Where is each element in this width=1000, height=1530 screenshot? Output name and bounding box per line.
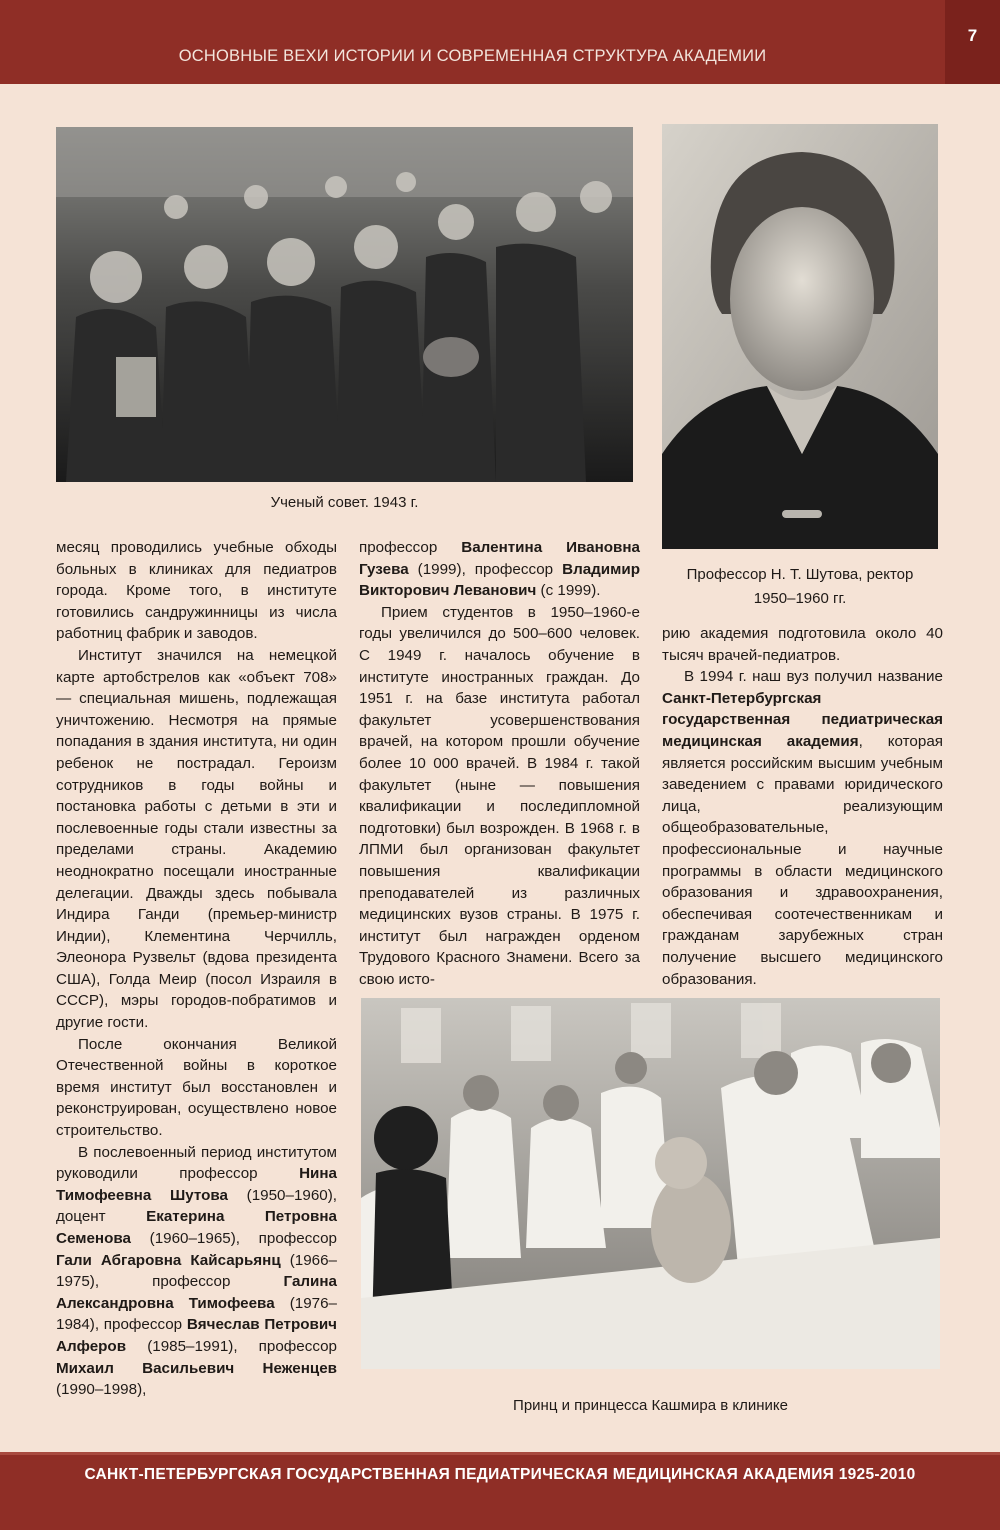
council-photo	[56, 127, 633, 482]
footer-bar	[0, 1452, 1000, 1530]
text-column-3	[662, 623, 943, 990]
text-run: В послевоенный период институтом руководили профессор	[56, 1143, 337, 1183]
council-caption: Ученый совет. 1943 г.	[270, 494, 419, 511]
person-name: Галина Александровна Тимофеева	[56, 1273, 337, 1312]
paragraph: Институт значился на немецкой карте артобстрелов как «объект 708» — специальная мишень, подлежащая уничтожению. Несмотря на прямые попадания в здания института, ни один ребенок не пострадал. Героизм сотрудников в годы войны и постановка работы с детьми в эти и послевоенные годы стали известны за пределами страны. Академию неоднократно посещали иностранные делегации. Дважды здесь побывала Индира Ганди (премьер-министр Индии), Клементина Черчилль, Элеонора Рузвельт (вдова президента США), Голда Меир (посол Израиля в СССР), мэры городов-побратимов и другие гости.	[56, 646, 337, 1032]
text-run: (1960–1965), профессор	[130, 1230, 337, 1247]
text-run: профессор	[359, 539, 462, 556]
text-run: В 1994 г. наш вуз получил название	[684, 668, 943, 686]
paragraph: рию академия подготовила около 40 тысяч врачей-педиатров.	[662, 625, 943, 664]
academy-name: Санкт-Петербургская государственная педиатрическая медицинская академия	[662, 689, 943, 750]
text-run: (с 1999).	[536, 582, 601, 600]
footer-title: САНКТ-ПЕТЕРБУРГСКАЯ ГОСУДАРСТВЕННАЯ ПЕДИАТРИЧЕСКАЯ МЕДИЦИНСКАЯ АКАДЕМИЯ 1925-2010	[84, 1466, 916, 1483]
paragraph-rectors	[56, 1142, 337, 1401]
text-column-1	[56, 537, 337, 1401]
text-run: (1985–1991), профессор	[126, 1337, 337, 1355]
person-name: Нина Тимофеевна Шутова	[56, 1165, 337, 1204]
footer-divider	[0, 1452, 1000, 1455]
council-photo-image	[56, 127, 633, 482]
text-run: (1976–1984), профессор	[56, 1294, 337, 1334]
person-name: Владимир Викторович Леванович	[359, 560, 640, 600]
clinic-caption: Принц и принцесса Кашмира в клинике	[513, 1397, 788, 1414]
person-name: Вячеслав Петрович Алферов	[56, 1316, 337, 1355]
text-run: , которая является российским высшим учебным заведением с правами юридического лица, реализующим общеобразовательные, профессиональные и научные программы в области медицинского образования и здравоохранения, обеспечивая соотечественникам и гражданам зарубежных стран получение высшего медицинского образования.	[662, 732, 943, 988]
text-run: (1966–1975), профессор	[56, 1251, 338, 1291]
text-run: (1950–1960), доцент	[56, 1186, 338, 1226]
shutova-caption-line2: 1950–1960 гг.	[753, 590, 847, 607]
text-column-2	[359, 537, 640, 990]
shutova-portrait-image	[662, 124, 938, 549]
shutova-portrait	[662, 124, 938, 549]
text-run: (1999), профессор	[408, 560, 563, 578]
paragraph	[359, 537, 640, 602]
person-name: Гали Абгаровна Кайсарьянц	[56, 1251, 281, 1269]
section-title: ОСНОВНЫЕ ВЕХИ ИСТОРИИ И СОВРЕМЕННАЯ СТРУКТУРА АКАДЕМИИ	[178, 47, 767, 65]
header-bar	[0, 0, 945, 84]
paragraph: После окончания Великой Отечественной войны в короткое время институт был восстановлен и реконструирован, осуществлено новое строительство.	[56, 1035, 337, 1140]
person-name: Михаил Васильевич Неженцев	[56, 1359, 337, 1377]
shutova-caption-line1: Профессор Н. Т. Шутова, ректор	[686, 566, 914, 583]
paragraph	[662, 666, 943, 990]
paragraph: Прием студентов в 1950–1960-е годы увеличился до 500–600 человек. С 1949 г. началось обучение в институте иностранных граждан. До 1951 г. на базе института работал факультет усовершенствования врачей, на котором прошли обучение более 10 000 врачей. В 1984 г. такой факультет (ныне — повышения квалификации и последипломной подготовки) был возрожден. В 1968 г. в ЛПМИ был организован факультет повышения квалификации преподавателей из различных медицинских вузов страны. В 1975 г. институт был награжден орденом Трудового Красного Знамени. Всего за свою исто-	[359, 603, 640, 988]
page-number: 7	[945, 0, 1000, 84]
person-name: Валентина Ивановна Гузева	[359, 539, 640, 578]
person-name: Екатерина Петровна Семенова	[56, 1208, 337, 1247]
paragraph: месяц проводились учебные обходы больных в клиниках для педиатров города. Кроме того, в институте готовились сандружинницы из числа работниц фабрик и заводов.	[56, 539, 337, 643]
clinic-photo-image	[361, 998, 940, 1369]
clinic-photo	[361, 998, 940, 1369]
text-run: (1990–1998),	[56, 1381, 147, 1399]
